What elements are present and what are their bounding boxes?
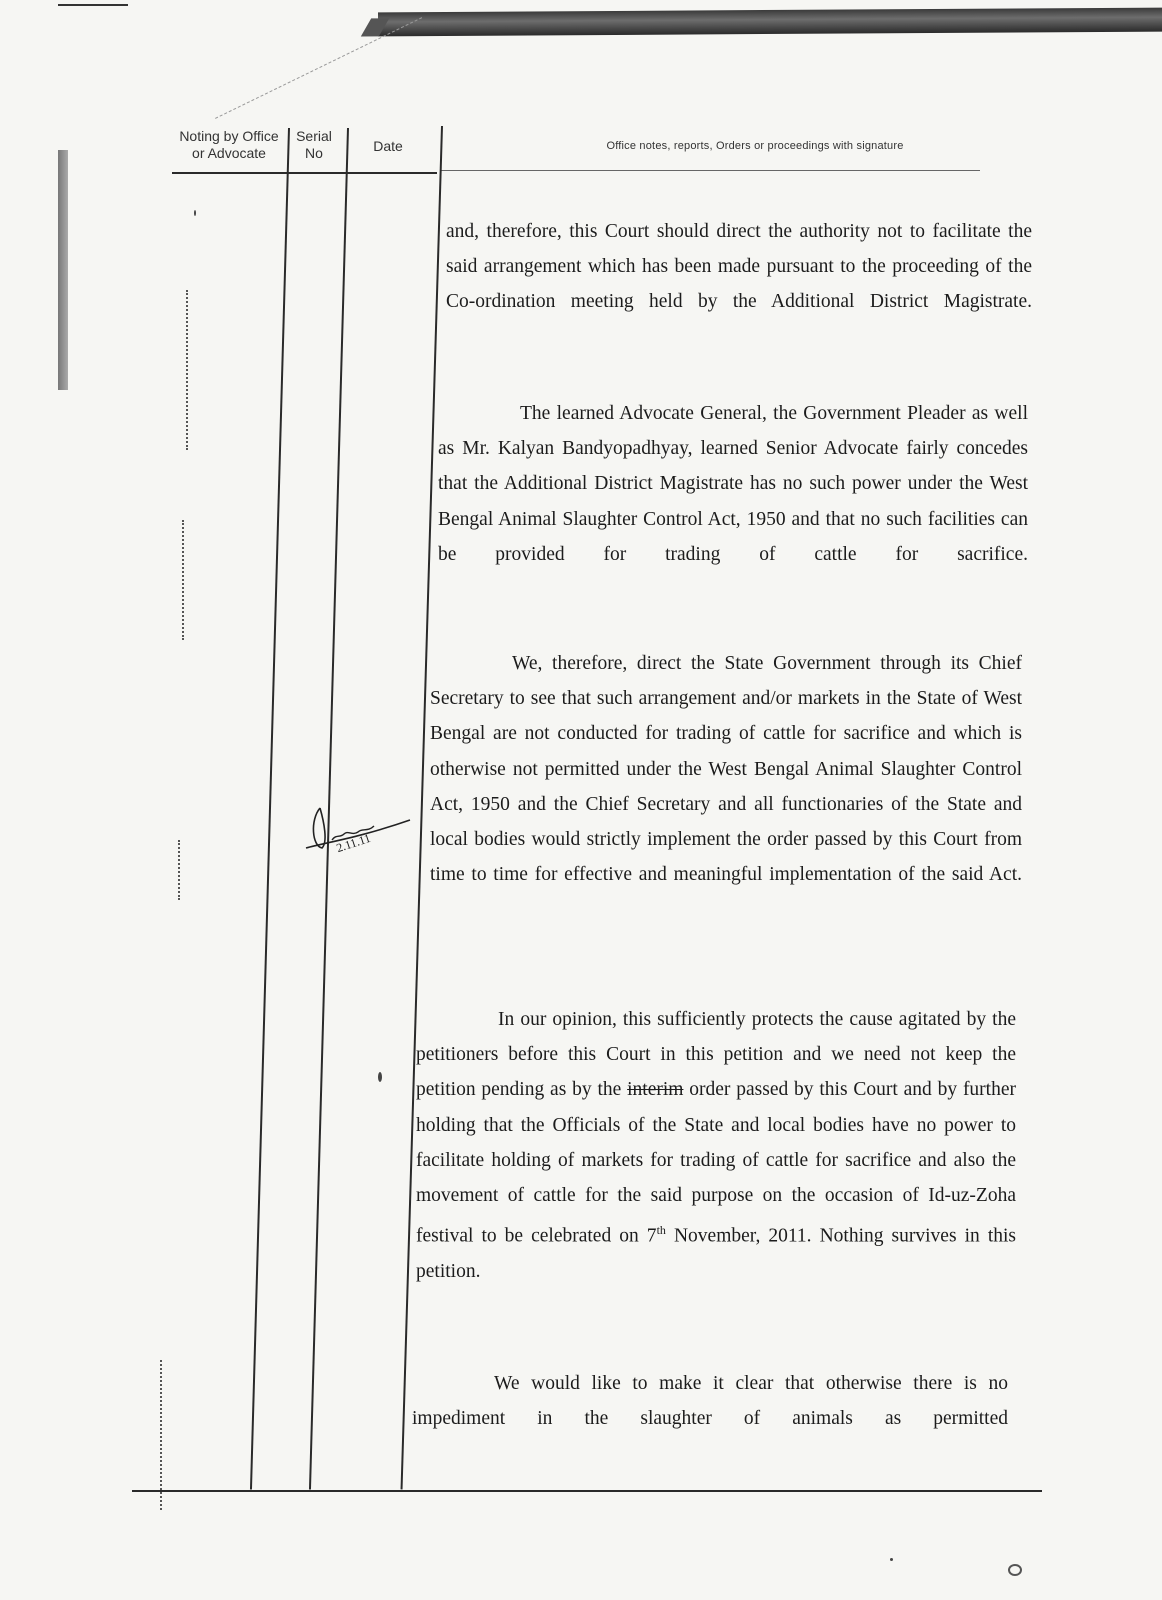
fold-line xyxy=(215,17,422,119)
header-rule xyxy=(172,172,437,174)
handwritten-signature xyxy=(298,798,428,873)
paragraph-3 xyxy=(430,646,1022,892)
column-divider-1 xyxy=(250,128,290,1490)
scan-edge-shadow xyxy=(378,8,1162,37)
paragraph-3-text: We, therefore, direct the State Government through its Chief Secretary to see that such arrangement and/or markets in the State of West Bengal are not conducted for trading of cattle for sacrifice and which is otherwise not permitted under the West Bengal Animal Slaughter Control Act, 1950 and the Chief Secretary and all functionaries of the State and local bodies would strictly implement the order passed by this Court from time to time for effective and meaningful implementation of the said Act. xyxy=(430,653,1022,886)
header-noting xyxy=(176,128,282,162)
header-notes xyxy=(520,138,990,155)
header-notes-label: Office notes, reports, Orders or proceedings with signature xyxy=(606,140,904,152)
paragraph-5-text: We would like to make it clear that otherwise there is no impediment in the slaughter of animals as permitted xyxy=(412,1373,1008,1430)
scan-noise xyxy=(186,290,188,450)
header-date xyxy=(350,138,426,155)
paragraph-4-struck-word: interim xyxy=(627,1079,684,1101)
scan-speck xyxy=(890,1558,893,1561)
paragraph-5 xyxy=(412,1366,1008,1436)
scan-noise xyxy=(182,520,184,640)
scan-left-streak xyxy=(58,150,68,390)
footer-rule xyxy=(132,1490,1042,1492)
scan-speck xyxy=(378,1072,382,1082)
paragraph-1 xyxy=(446,214,1032,320)
scan-noise xyxy=(160,1360,162,1510)
header-serial xyxy=(288,128,340,162)
paragraph-4-text-c: November, 2011. Nothing survives in this petition. xyxy=(416,1225,1016,1282)
paragraph-4-text-b: order passed by this Court and by further holding that the Officials of the State and local bodies have no power to facilitate holding of markets for trading of cattle for sacrifice and also the movement of cattle for the said purpose on the occasion of Id-uz-Zoha festival to be celebrated on 7 xyxy=(416,1079,1016,1247)
header-rule-right xyxy=(440,170,980,171)
header-date-label: Date xyxy=(373,138,403,154)
signature-date: 2.11.11 xyxy=(334,830,373,856)
header-serial-label: Serial No xyxy=(296,128,332,161)
paragraph-4-text-a: In our opinion, this sufficiently protects the cause agitated by the petitioners before this Court in this petition and we need not keep the petition pending as by the xyxy=(416,1009,1016,1101)
paragraph-4 xyxy=(416,1002,1016,1289)
paragraph-2-text: The learned Advocate General, the Government Pleader as well as Mr. Kalyan Bandyopadhyay, learned Senior Advocate fairly concedes that the Additional District Magistrate has no such power under the West Bengal Animal Slaughter Control Act, 1950 and that no such facilities can be provided for trading of cattle for sacrifice. xyxy=(438,403,1028,565)
paragraph-2 xyxy=(438,396,1028,572)
scan-speck xyxy=(1008,1564,1022,1576)
header-noting-label: Noting by Office or Advocate xyxy=(179,128,279,161)
scan-noise xyxy=(178,840,180,900)
scan-corner-mark xyxy=(58,4,128,6)
scan-speck xyxy=(194,210,196,216)
paragraph-1-text: and, therefore, this Court should direct the authority not to facilitate the said arrangement which has been made pursuant to the proceeding of the Co-ordination meeting held by the Additional District Magistrate. xyxy=(446,221,1032,313)
paragraph-4-superscript: th xyxy=(656,1223,666,1238)
